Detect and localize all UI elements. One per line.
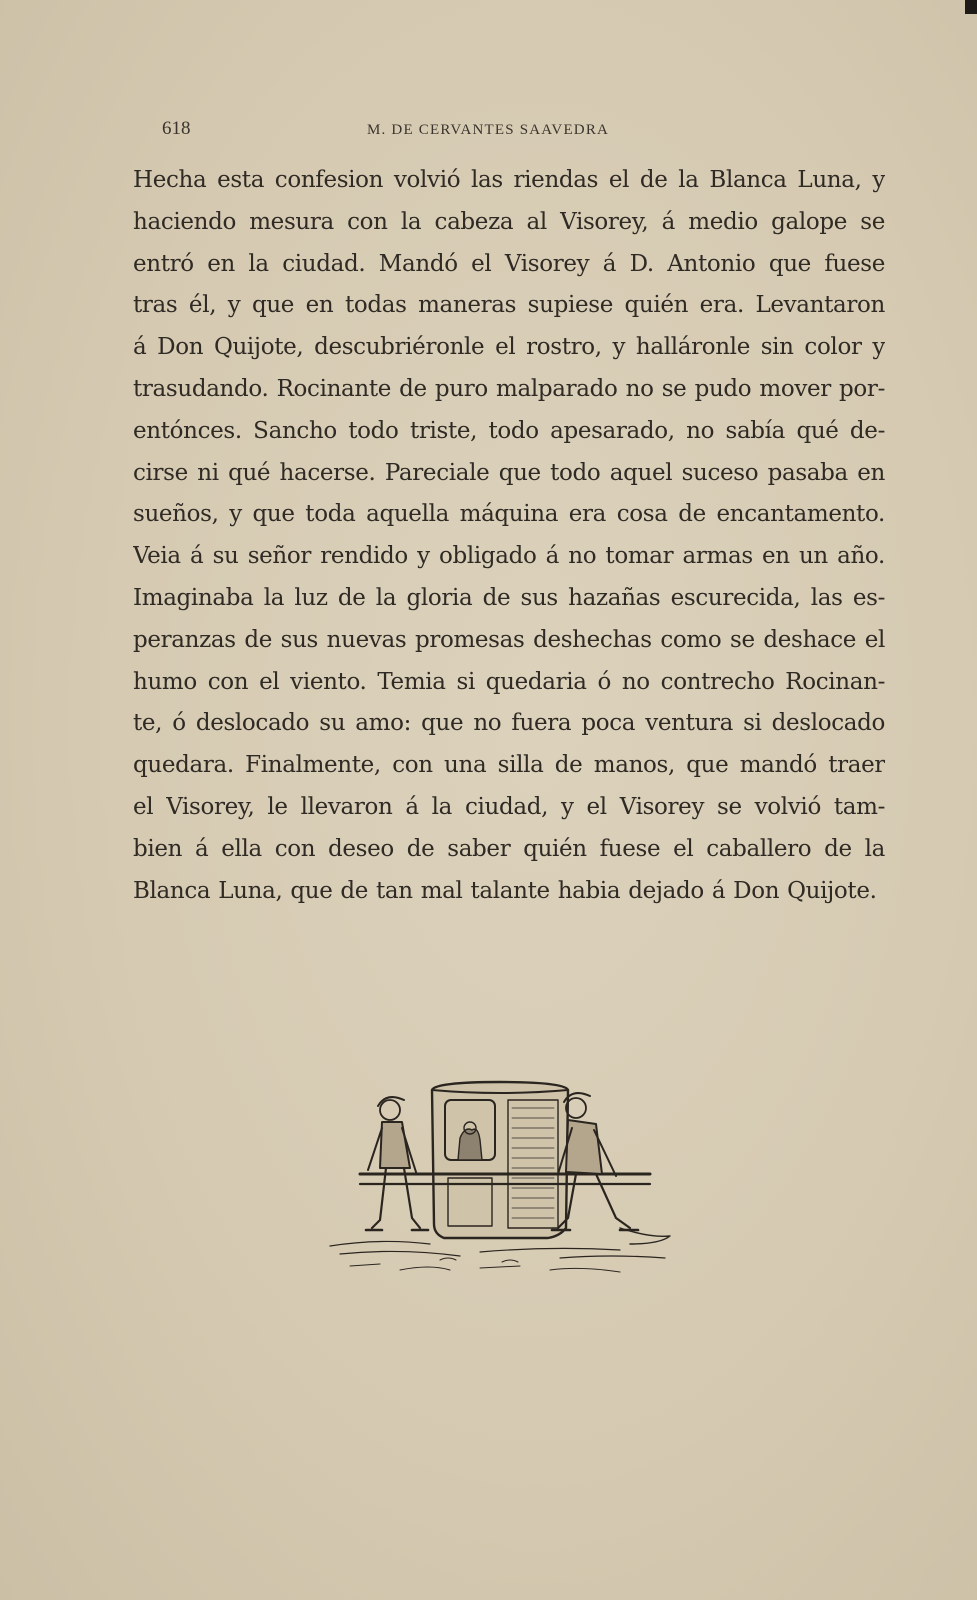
text-line: el Visorey, le llevaron á la ciudad, y el Visorey se volvió tam-	[133, 793, 885, 820]
text-line: te, ó deslocado su amo: que no fuera poca ventura si deslocado	[133, 710, 885, 737]
text-line: Hecha esta confesion volvió las riendas el de la Blanca Luna, y	[133, 167, 885, 193]
page-header	[162, 118, 672, 148]
text-line: haciendo mesura con la cabeza al Visorey, á medio galope se	[133, 208, 885, 235]
text-line: bien á ella con deseo de saber quién fuese el caballero de la	[133, 835, 885, 862]
text-line: á Don Quijote, descubriéronle el rostro, y halláronle sin color y	[133, 334, 885, 361]
text-line: peranzas de sus nuevas promesas deshechas como se deshace el	[133, 626, 885, 653]
running-title: M. DE CERVANTES SAAVEDRA	[367, 122, 610, 138]
text-line: cirse ni qué hacerse. Pareciale que todo aquel suceso pasaba en	[133, 459, 885, 486]
text-line: Veia á su señor rendido y obligado á no tomar armas en un año.	[133, 543, 885, 570]
text-line: humo con el viento. Temia si quedaria ó no contrecho Rocinan-	[133, 668, 885, 695]
text-line: Blanca Luna, que de tan mal talante habia dejado á Don Quijote.	[133, 877, 877, 904]
text-line: sueños, y que toda aquella máquina era cosa de encantamento.	[133, 501, 885, 528]
page-number: 618	[162, 118, 191, 139]
text-line: trasudando. Rocinante de puro malparado no se pudo mover por-	[133, 375, 885, 402]
text-line: Imaginaba la luz de la gloria de sus hazañas escurecida, las es-	[133, 584, 885, 611]
text-line: entró en la ciudad. Mandó el Visorey á D. Antonio que fuese	[133, 250, 885, 277]
text-line: tras él, y que en todas maneras supiese quién era. Levantaron	[133, 292, 885, 319]
sedan-chair-engraving-icon	[320, 1078, 690, 1308]
text-line: entónces. Sancho todo triste, todo apesarado, no sabía qué de-	[133, 417, 885, 444]
body-text	[133, 160, 885, 912]
page-edge-shadow	[965, 0, 977, 14]
text-line: quedara. Finalmente, con una silla de manos, que mandó traer	[133, 752, 885, 779]
